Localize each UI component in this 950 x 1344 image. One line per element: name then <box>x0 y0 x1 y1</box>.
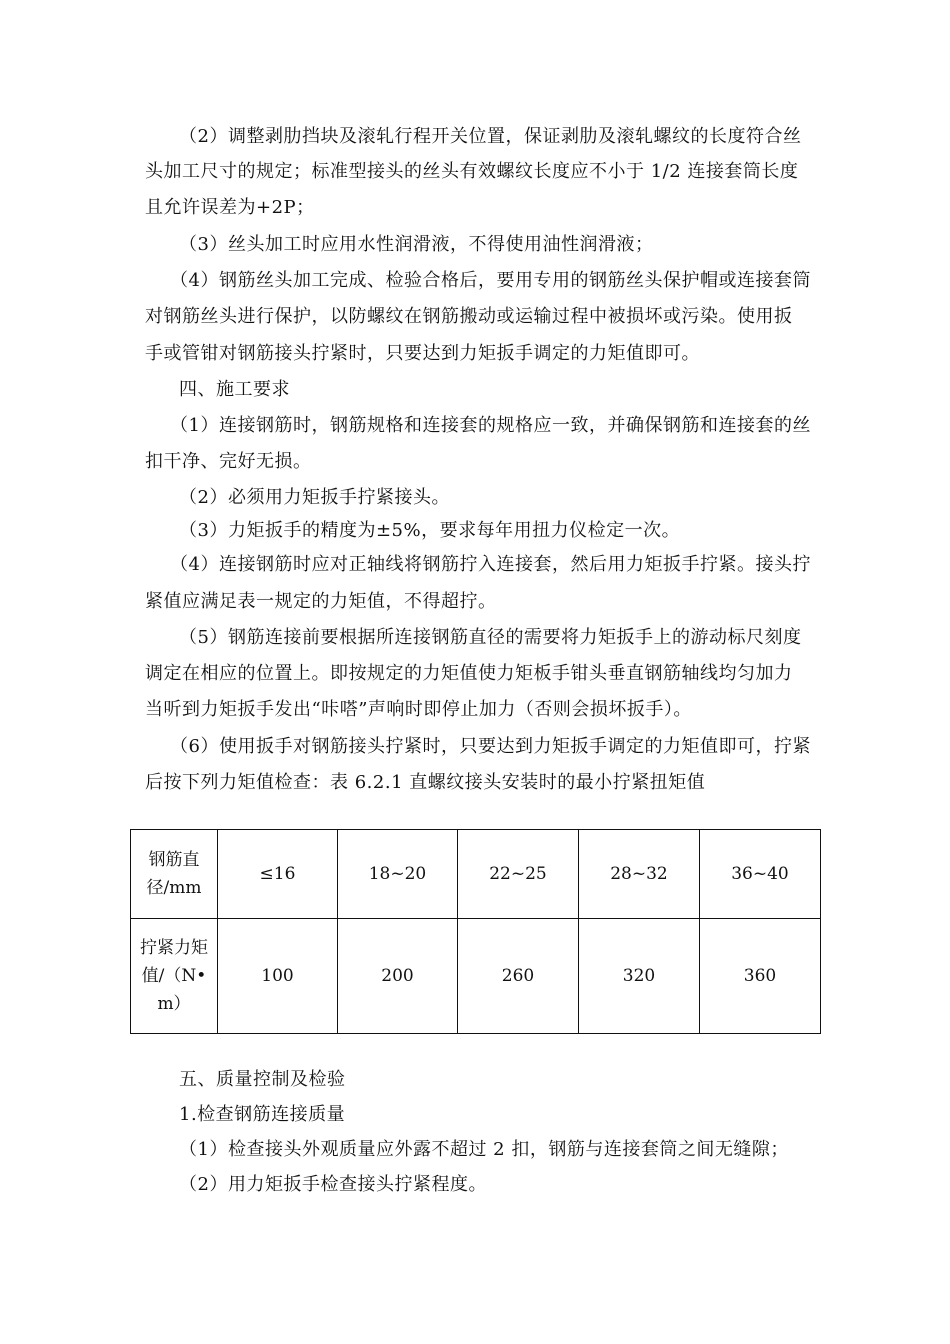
paragraph-line: （2）用力矩扳手检查接头拧紧程度。 <box>179 1174 487 1195</box>
table-cell: 22~25 <box>458 830 579 919</box>
paragraph-line: 调定在相应的位置上。即按规定的力矩值使力矩板手钳头垂直钢筋轴线均匀加力 <box>145 663 793 684</box>
table-cell: 320 <box>579 919 700 1034</box>
paragraph-line: 扣干净、完好无损。 <box>145 451 312 472</box>
paragraph-line: （6）使用扳手对钢筋接头拧紧时，只要达到力矩扳手调定的力矩值即可，拧紧 <box>170 736 811 757</box>
subsection-heading: 1.检查钢筋连接质量 <box>179 1104 346 1125</box>
table-cell: 200 <box>338 919 458 1034</box>
paragraph-line: 紧值应满足表一规定的力矩值，不得超拧。 <box>145 591 497 612</box>
table-cell: 18~20 <box>338 830 458 919</box>
paragraph-line: 对钢筋丝头进行保护，以防螺纹在钢筋搬动或运输过程中被损坏或污染。使用扳 <box>145 306 793 327</box>
paragraph-line: （2）调整剥肋挡块及滚轧行程开关位置，保证剥肋及滚轧螺纹的长度符合丝 <box>179 126 802 147</box>
table-header-cell <box>131 919 218 1034</box>
torque-table <box>130 829 821 1034</box>
paragraph-line: （1）检查接头外观质量应外露不超过 2 扣，钢筋与连接套筒之间无缝隙； <box>179 1139 789 1160</box>
paragraph-line: （3）力矩扳手的精度为±5%，要求每年用扭力仪检定一次。 <box>179 520 681 541</box>
table-header-cell <box>131 830 218 919</box>
table-cell: 360 <box>700 919 821 1034</box>
paragraph-line: 后按下列力矩值检查：表 6.2.1 直螺纹接头安装时的最小拧紧扭矩值 <box>145 772 706 793</box>
section-heading: 四、施工要求 <box>179 379 290 400</box>
paragraph-line: 且允许误差为+2P； <box>145 197 315 218</box>
paragraph-line: （1）连接钢筋时，钢筋规格和连接套的规格应一致，并确保钢筋和连接套的丝 <box>170 415 811 436</box>
table-cell: ≤16 <box>218 830 338 919</box>
row-header-diameter: 钢筋直径/mm <box>146 850 202 898</box>
paragraph-line: （4）连接钢筋时应对正轴线将钢筋拧入连接套，然后用力矩扳手拧紧。接头拧 <box>170 554 811 575</box>
paragraph-line: 头加工尺寸的规定；标准型接头的丝头有效螺纹长度应不小于 1/2 连接套筒长度 <box>145 161 799 182</box>
table-cell: 36~40 <box>700 830 821 919</box>
paragraph-line: （2）必须用力矩扳手拧紧接头。 <box>179 487 450 508</box>
paragraph-line: 手或管钳对钢筋接头拧紧时，只要达到力矩扳手调定的力矩值即可。 <box>145 343 700 364</box>
paragraph-line: （4）钢筋丝头加工完成、检验合格后，要用专用的钢筋丝头保护帽或连接套筒 <box>170 270 811 291</box>
table-cell: 28~32 <box>579 830 700 919</box>
paragraph-line: （5）钢筋连接前要根据所连接钢筋直径的需要将力矩扳手上的游动标尺刻度 <box>179 627 802 648</box>
table-cell: 260 <box>458 919 579 1034</box>
paragraph-line: （3）丝头加工时应用水性润滑液，不得使用油性润滑液； <box>179 234 654 255</box>
row-header-torque: 拧紧力矩值/（N•m） <box>140 938 208 1014</box>
section-heading: 五、质量控制及检验 <box>179 1069 346 1090</box>
paragraph-line: 当听到力矩扳手发出“咔嗒”声响时即停止加力（否则会损坏扳手）。 <box>145 699 692 720</box>
table-cell: 100 <box>218 919 338 1034</box>
table-row <box>131 830 821 919</box>
table-row <box>131 919 821 1034</box>
